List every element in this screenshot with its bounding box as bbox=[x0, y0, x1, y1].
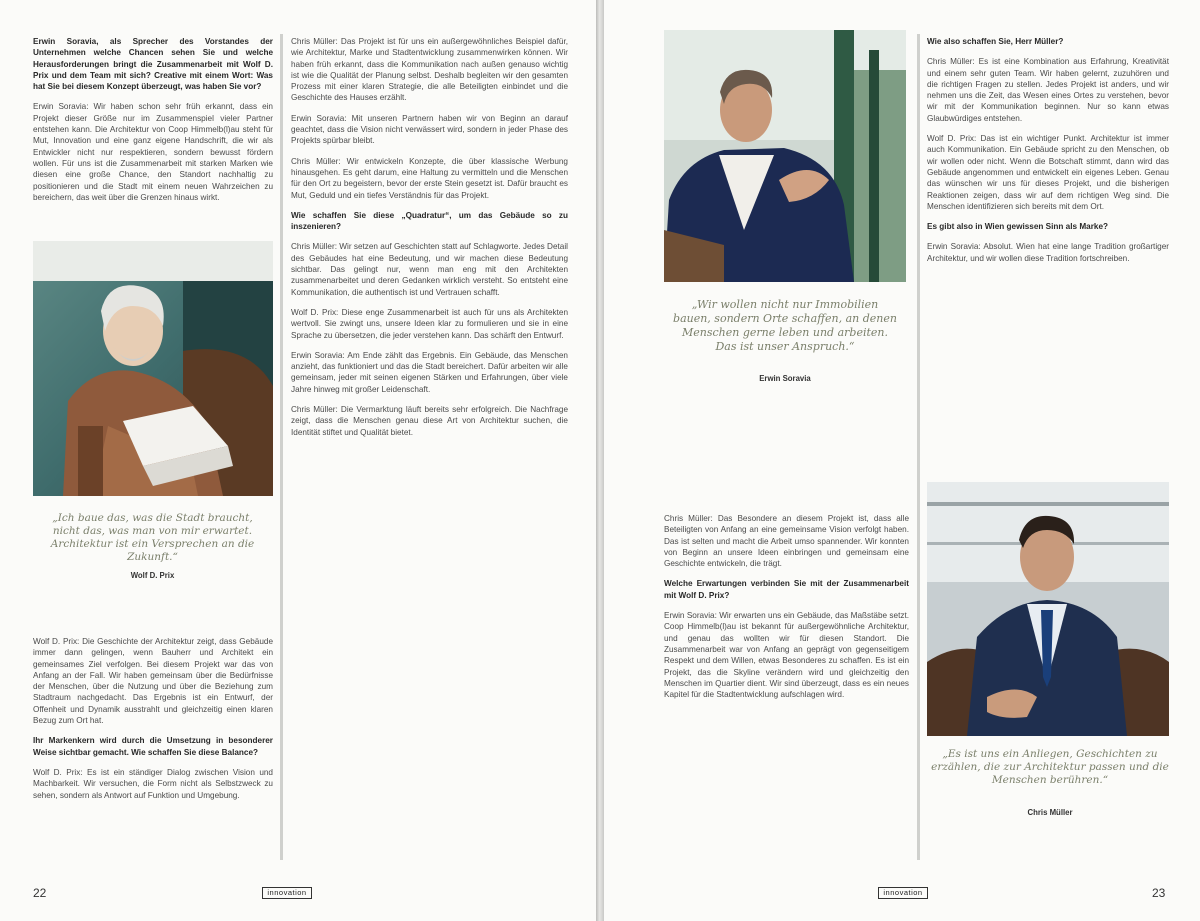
answer: Chris Müller: Wir setzen auf Geschichten statt auf Schlagworte. Jedes Detail des Gebäudes hat eine Bedeutung, und wir machen diese Bedeutung sichtbar. Das gelingt nur, wenn man eng mit den Architekten zusammenarbeitet und deren Gedanken wirklich versteht. So entsteht eine Kommunikation, die authentisch ist und Vertrauen schafft. bbox=[291, 242, 568, 297]
left-col1-top bbox=[33, 36, 273, 222]
answer: Chris Müller: Wir entwickeln Konzepte, die über klassische Werbung hinausgehen. Es geht darum, eine Haltung zu vermitteln und die Menschen für den Ort zu begeistern, bevor der erste Stein gesetzt ist. Dafür braucht es Mut, Geduld und ein tiefes Verständnis für das Projekt. bbox=[291, 156, 568, 200]
portrait-man-in-suit-image bbox=[927, 482, 1169, 736]
spine-gutter bbox=[596, 0, 604, 921]
answer: Erwin Soravia: Am Ende zählt das Ergebnis. Ein Gebäude, das Menschen anzieht, das funktioniert und das die Stadt bereichert. Dafür arbeiten wir alle gemeinsam, jeder mit seinen eigenen Stärken und Erfahrungen, über viele Jahre hinweg mit großer Leidenschaft. bbox=[291, 350, 568, 394]
photo-chris-mueller bbox=[927, 482, 1169, 736]
magazine-logo-right: innovation bbox=[878, 887, 928, 899]
answer: Chris Müller: Das Projekt ist für uns ein außergewöhnliches Beispiel dafür, wie Architektur, Marke und Stadtentwicklung zusammenwirken können. Wir haben früh erkannt, dass die Kommunikation nach außen genauso wichtig ist wie die Qualität der Planung selbst. Deshalb begleiten wir den gesamten Prozess mit einer klaren Strategie, die alle Beteiligten einbindet und die Geschichte des Hauses erzählt. bbox=[291, 37, 568, 103]
portrait-man-gesturing-image bbox=[664, 30, 906, 282]
answer: Chris Müller: Die Vermarktung läuft bereits sehr erfolgreich. Die Nachfrage zeigt, dass die Menschen genau diese Art von Architektur suchen, die Identität stiftet und Qualität bietet. bbox=[291, 405, 568, 437]
question: Erwin Soravia, als Sprecher des Vorstandes der Unternehmen welche Chancen sehen Sie und welche Herausforderungen bringt die Zusammenarbeit mit Wolf D. Prix und dem Team mit sich? Creative mit einem Wort: Was hat Sie bei diesem Konzept überzeugt, was haben Sie vor? bbox=[33, 37, 273, 92]
magazine-logo-left: innovation bbox=[262, 887, 312, 899]
photo-wolf-prix bbox=[33, 241, 273, 496]
answer: Erwin Soravia: Absolut. Wien hat eine lange Tradition großartiger Architektur, und wir wollen diese Tradition fortschreiben. bbox=[927, 242, 1169, 263]
pull-quote-left-author: Wolf D. Prix bbox=[130, 571, 175, 580]
answer: Chris Müller: Es ist eine Kombination aus Erfahrung, Kreativität und einem sehr guten Team. Wir haben gelernt, zuzuhören und die richtigen Fragen zu stellen. Jedes Projekt ist anders, und wir nehmen uns die Zeit, das Wesen eines Ortes zu verstehen, bevor wir mit der Kommunikation beginnen. Nur so kann etwas Glaubwürdiges entstehen. bbox=[927, 57, 1169, 123]
answer: Wolf D. Prix: Die Geschichte der Architektur zeigt, dass Gebäude immer dann gelingen, wenn Bauherr und Architekt ein gemeinsames Ziel verfolgen. Bei diesem Projekt war das von Anfang an der Fall. Wir haben gemeinsam über die Bedürfnisse der Menschen, über die Nutzung und über die Beziehung zum Stadtraum nachgedacht. Das Ergebnis ist ein Entwurf, der Offenheit und Dynamik ausstrahlt und gleichzeitig einen klaren Bezug zum Ort hat. bbox=[33, 637, 273, 726]
right-col1-bottom bbox=[664, 513, 909, 860]
answer: Erwin Soravia: Mit unseren Partnern haben wir von Beginn an darauf geachtet, dass die Vision nicht verwässert wird, sondern in jeder Phase des Projekts spürbar bleibt. bbox=[291, 113, 568, 146]
right-page bbox=[604, 0, 1200, 921]
pull-quote-left: „Ich baue das, was die Stadt braucht, nicht das, was man von mir erwartet. Architektur ist ein Versprechen an die Zukunft.“ bbox=[50, 512, 255, 563]
page-number-left: 22 bbox=[33, 886, 47, 900]
answer: Erwin Soravia: Wir erwarten uns ein Gebäude, das Maßstäbe setzt. Coop Himmelb(l)au ist bekannt für außergewöhnliche Architektur, und genau das wollten wir für diesen Standort. Die Zusammenarbeit war von Anfang an geprägt von gegenseitigem Respekt und dem Willen, etwas Besonderes zu schaffen. Es ist ein Projekt, das die Skyline verändern wird und gleichzeitig den Menschen im Quartier dient. Wir sind überzeugt, dass es ein neues Kapitel für die Stadtentwicklung aufschlagen wird. bbox=[664, 611, 909, 700]
answer: Erwin Soravia: Wir haben schon sehr früh erkannt, dass ein Projekt dieser Größe nur im Zusammenspiel vieler Partner entstehen kann. Die Architektur von Coop Himmelb(l)au steht für Mut, Innovation und eine ganz eigene Handschrift, die wir als Entwickler nicht nur respektieren, sondern bewusst fördern wollen. Für uns ist die Zusammenarbeit mit starken Marken wie diesen eine große Chance, den Standort nachhaltig zu positionieren und die Stadt mit einem neuen Wahrzeichen zu bereichern, das weit über die Grenzen hinaus wirkt. bbox=[33, 102, 273, 202]
question: Welche Erwartungen verbinden Sie mit der Zusammenarbeit mit Wolf D. Prix? bbox=[664, 579, 909, 600]
portrait-man-in-armchair-image bbox=[33, 241, 273, 496]
question: Wie also schaffen Sie, Herr Müller? bbox=[927, 37, 1064, 46]
pull-quote-right-2-author: Chris Müller bbox=[1027, 808, 1073, 817]
answer: Wolf D. Prix: Es ist ein ständiger Dialog zwischen Vision und Machbarkeit. Wir versuchen, die Form nicht als Selbstzweck zu sehen, sondern als Antwort auf Funktion und Umgebung. bbox=[33, 767, 273, 800]
answer: Chris Müller: Das Besondere an diesem Projekt ist, dass alle Beteiligten von Anfang an eine gemeinsame Vision verfolgt haben. Das ist selten und macht die Arbeit umso spannender. Wir konnten von Beginn an unsere Ideen einbringen und gemeinsam eine Geschichte entwickeln, die trägt. bbox=[664, 514, 909, 569]
column-divider bbox=[280, 34, 283, 860]
question: Ihr Markenkern wird durch die Umsetzung in besonderer Weise sichtbar gemacht. Wie schaffen Sie diese Balance? bbox=[33, 736, 273, 757]
column-divider bbox=[917, 34, 920, 860]
answer: Wolf D. Prix: Diese enge Zusammenarbeit ist auch für uns als Architekten wertvoll. Sie zwingt uns, unsere Ideen klar zu formulieren und sie in eine Sprache zu übersetzen, die jeder verstehen kann. Das schärft den Entwurf. bbox=[291, 307, 568, 340]
right-col2-top bbox=[927, 36, 1169, 458]
page-number-right: 23 bbox=[1152, 886, 1166, 900]
photo-erwin-soravia bbox=[664, 30, 906, 282]
left-page bbox=[0, 0, 596, 921]
pull-quote-right-1-author: Erwin Soravia bbox=[759, 374, 811, 383]
question: Wie schaffen Sie diese „Quadratur“, um das Gebäude so zu inszenieren? bbox=[291, 210, 568, 232]
answer: Wolf D. Prix: Das ist ein wichtiger Punkt. Architektur ist immer auch Kommunikation. Ein Gebäude spricht zu den Menschen, ob wir wollen oder nicht. Wenn die Botschaft stimmt, dann wird das Gebäude angenommen und entwickelt ein eigenes Leben. Genau das wünschen wir uns für dieses Projekt, und die bisherigen Reaktionen zeigen, dass wir auf dem richtigen Weg sind. Die Menschen identifizieren sich bereits mit dem Ort. bbox=[927, 134, 1169, 211]
pull-quote-right-2: „Es ist uns ein Anliegen, Geschichten zu erzählen, die zur Architektur passen und die Menschen berühren.“ bbox=[931, 748, 1169, 786]
left-col1-bottom bbox=[33, 636, 273, 860]
left-col2 bbox=[291, 36, 568, 860]
pull-quote-right-1: „Wir wollen nicht nur Immobilien bauen, sondern Orte schaffen, an denen Menschen gerne leben und arbeiten. Das ist unser Anspruch.“ bbox=[673, 298, 897, 353]
question: Es gibt also in Wien gewissen Sinn als Marke? bbox=[927, 222, 1109, 232]
